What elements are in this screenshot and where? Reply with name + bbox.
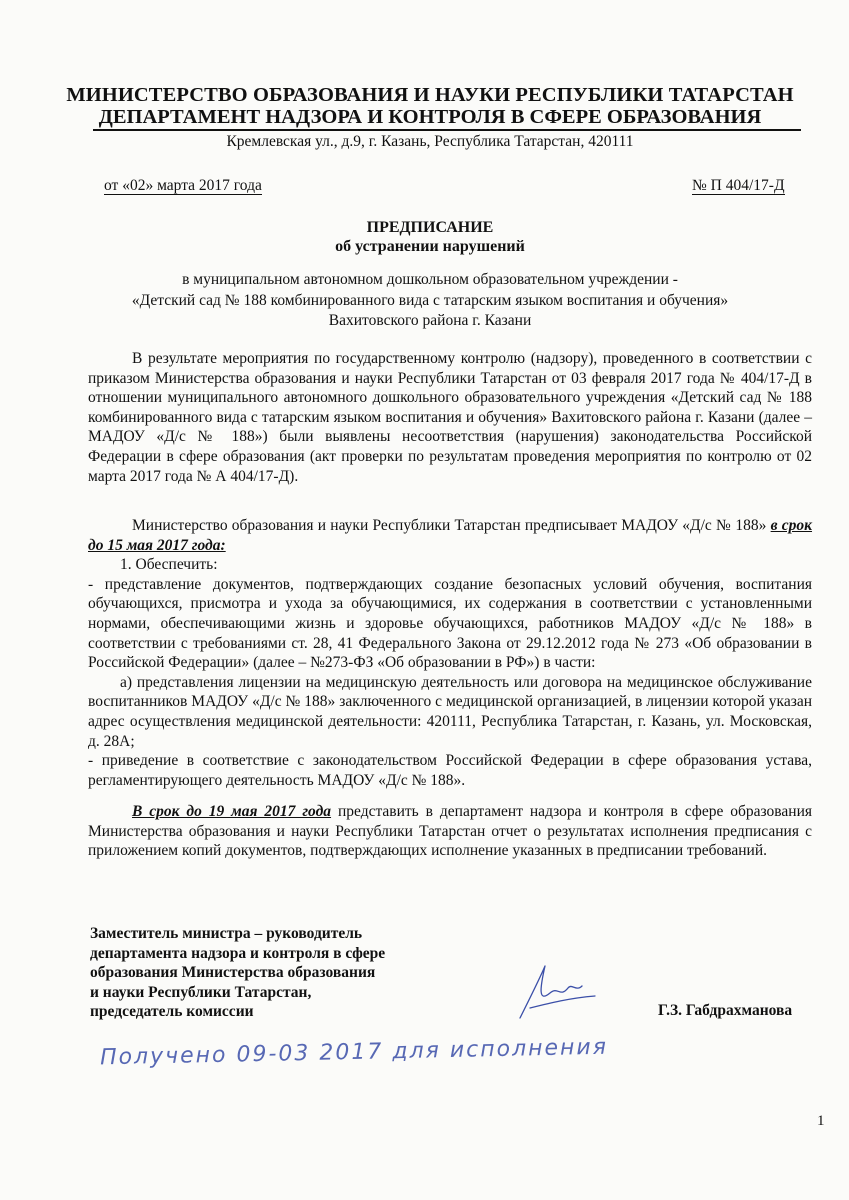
handwritten-note: Получено 09-03 2017 для исполнения [99,1034,609,1071]
paragraph-requirements [88,516,812,790]
paragraph-findings [88,349,812,486]
institution-line-3: Вахитовского района г. Казани [328,312,532,329]
ministry-title: МИНИСТЕРСТВО ОБРАЗОВАНИЯ И НАУКИ РЕСПУБЛИКИ ТАТАРСТАН [66,84,794,106]
requirements-intro [88,516,812,555]
signatory-block [90,924,385,1022]
signatory-name: Г.З. Габдрахманова [658,1002,793,1019]
department-title: ДЕПАРТАМЕНТ НАДЗОРА И КОНТРОЛЯ В СФЕРЕ ОБРАЗОВАНИЯ [98,106,762,128]
report-text [88,802,812,861]
report-rest: представить в департамент надзора и контроля в сфере образования Министерства образования и науки Республики Татарстан отчет о результатах исполнения предписания с приложением копий документов, подтверждающих исполнение указанных в предписании требований. [88,803,813,860]
signatory-line-2: департамента надзора и контроля в сфере [90,944,386,962]
item-1: 1. Обеспечить: [120,556,218,574]
bullet-2: - приведение в соответствие с законодательством Российской Федерации в сфере образования устава, регламентирующего деятельность МАДОУ «Д/с № 188». [88,752,812,789]
signatory-line-5: председатель комиссии [90,1003,254,1021]
institution-block [60,270,800,332]
document-subtitle: об устранении нарушений [335,238,525,255]
signature-scribble [500,958,600,1028]
address: Кремлевская ул., д.9, г. Казань, Республика Татарстан, 420111 [226,133,634,150]
findings-text: В результате мероприятия по государственному контролю (надзору), проведенного в соответствии с приказом Министерства образования и науки Республики Татарстан от 03 февраля 2017 года № 404/17-Д в отношении муниципального автономного дошкольного образовательного учреждения «Детский сад № 188 комбинированного вида с татарским языком воспитания и обучения» Вахитовского района г. Казани (далее – МАДОУ «Д/с № 188») были выявлены несоответствия (нарушения) законодательства Российской Федерации в сфере образования (акт проверки по результатам проведения мероприятия по контролю от 02 марта 2017 года № А 404/17-Д). [88,350,812,485]
signatory-line-4: и науки Республики Татарстан, [90,983,312,1001]
signatory-line-1: Заместитель министра – руководитель [90,925,363,942]
institution-line-1: в муниципальном автономном дошкольном образовательном учреждении - [182,271,678,288]
header-divider [93,129,801,131]
sub-item-a: а) представления лицензии на медицинскую деятельность или договора на медицинское обслуживание воспитанников МАДОУ «Д/с № 188» заключенного с медицинской организацией, в лицензии которой указан адрес осуществления медицинской деятельности: 420111, Республика Татарстан, г. Казань, ул. Московская, д. 28А; [88,673,812,750]
institution-line-2: «Детский сад № 188 комбинированного вида с татарским языком воспитания и обучения» [131,291,729,309]
document-title: ПРЕДПИСАНИЕ [366,219,494,236]
document-number: № П 404/17-Д [692,177,785,194]
signatory-line-3: образования Министерства образования [90,964,376,982]
paragraph-report [88,802,812,861]
page-number: 1 [817,1113,825,1129]
document-date: от «02» марта 2017 года [104,177,262,194]
bullet-1: - представление документов, подтверждающих создание безопасных условий обучения, воспитания обучающихся, присмотра и ухода за обучающимися, их содержания в соответствии с установленными нормами, обеспечивающими жизнь и здоровье обучающихся, работников МАДОУ «Д/с № 188» в соответствии с требованиями ст. 28, 41 Федерального Закона от 29.12.2012 года № 273 «Об образовании в Российской Федерации» (далее – №273-ФЗ «Об образовании в РФ») в части: [88,575,812,672]
requirements-intro-text: Министерство образования и науки Республики Татарстан предписывает МАДОУ «Д/с № 188» [132,517,767,534]
deadline-1: в срок до 15 мая 2017 года: [88,517,813,554]
deadline-2: В срок до 19 мая 2017 года [132,803,332,820]
